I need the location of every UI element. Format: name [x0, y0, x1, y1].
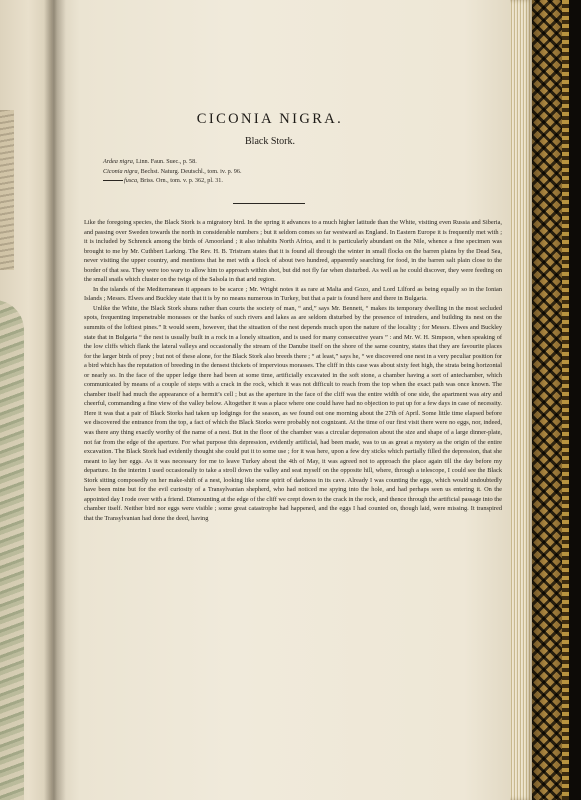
- page-gutter: [44, 0, 66, 800]
- body-paragraph: Like the foregoing species, the Black Stork is a migratory bird. In the spring it advances to a much higher latitude than the White, visiting even Russia and Siberia, and passing over Sweden towards the north in considerable numbers ; but it seldom comes so far westward as England. In Eastern Europe it is frequently met with ; it is included by Schrenck among the birds of Amoorland ; it also inhabits North Africa, and it is particularly abundant on the Nile, whence a fine specimen was brought to me by Mr. Cuthbert Larking. The Rev. H. B. Tristram states that it is found all through the winter in small flocks on the barren plains by the Dead Sea, never visiting the upper country, and mentions that he met with a flock of about two hundred, apparently searching for food, in the barren salt plain close to the border of that sea. They were too wary to allow him to approach within shot, but did not fly far when disturbed. As well as he could discover, they were feeding on the small snails which cluster on the twigs of the Salsola in that arid region.: [84, 219, 502, 284]
- synonym-reference: Briss. Orn., tom. v. p. 362, pl. 31.: [138, 177, 223, 185]
- ditto-dash: [103, 180, 123, 181]
- page-subtitle: Black Stork.: [245, 136, 295, 147]
- book-cover-edge: [562, 0, 581, 800]
- body-paragraph: In the islands of the Mediterranean it appears to be scarce ; Mr. Wright notes it as rare at Malta and Gozo, and Lord Lilford as being equally so in the Ionian Islands ; Messrs. Elwes and Buckley state that it is by no means numerous in Turkey, but that a pair is found here and there in Bulgaria.: [84, 285, 502, 303]
- section-rule: [233, 203, 305, 204]
- body-text: [84, 218, 502, 524]
- synonym-entry: [103, 176, 403, 186]
- page-title: CICONIA NIGRA.: [196, 111, 344, 127]
- synonym-reference: Linn. Faun. Suec., p. 58.: [134, 158, 197, 165]
- facing-plate-illustration: [0, 300, 24, 800]
- facing-plate-illustration: [0, 110, 14, 270]
- synonym-entry: [103, 167, 403, 177]
- synonym-entry: [103, 157, 403, 167]
- synonym-name: fusca,: [124, 177, 139, 185]
- body-paragraph: Unlike the White, the Black Stork shuns rather than courts the society of man, “ and,” says Mr. Bennett, “ makes its temporary dwelling in the most secluded spots, frequenting impenetrable morasses or the banks of such rivers and lakes as are seldom disturbed by the presence of intruders, and building its nest on the summits of the loftiest pines.” It would seem, however, that the situation of the nest depends much upon the nature of the locality ; for Messrs. Elwes and Buckley state that in Bulgaria “ the nest is usually built in a rock in a lonely situation, and is used for many consecutive years ” : and Mr. W. H. Simpson, when speaking of the low cliffs which flank the lateral valleys and occasionally the stream of the Danube itself on the shore of the same country, states that they are favourite places for the larger birds of prey ; but not of these alone, for the Black Stork also breeds there ; “ at least,” says he, “ we discovered one nest in a very peculiar position for a bird which has the reputation of breeding in the densest thickets of impervious morasses. The cliff in this case was about sixty feet high, the strata being horizontal or nearly so. In the face of the upper ledge there had been at some time, artificially excavated in the soft stone, a chamber having a sort of antechamber, which communicated by means of a couple of steps with a crack in the rock, which it was not difficult to reach from the top when the exact path was once known. The chamber itself had much the appearance of a hermit’s cell ; but as the aperture in the face of the cliff was the entire width of one side, the apartment was airy and cheerful, commanding a fine view of the valley below. Altogether it was a place where one could have had no objection to put up for a few days in case of necessity. Here it was that a pair of Black Storks had taken up lodgings for the season, as we found out one morning about the 27th of April. Some little time elapsed before we discovered the entrance from the top, a fact of which the Black Storks were probably not cognizant. At the time of our first visit there were no eggs, nor, indeed, was there any thing exactly worthy of the name of a nest. But in the floor of the chamber was a circular depression about the size and shape of a large dinner-plate, not far from the edge of the aperture. For what purpose this depression, evidently artificial, had been made, was to us as great a mystery as the origin of the entire excavation. The Black Stork had evidently thought she could put it to some use ; for it was here, upon a few dry sticks which partially filled the depression, that she meant to lay her eggs. As it was necessary for me to leave Turkey about the 4th of May, it was agreed not to approach the place again till the day before my departure. In the interim I used occasionally to take a stroll down the valley and seat myself on the opposite hill, where, through a telescope, I could see the Black Stork sitting composedly on her make-shift of a nest, looking like some spirit of darkness in its cave. Already I was counting the eggs, which would undoubtedly have been mine but for the evil curiosity of a Transylvanian shepherd, who had noticed me spying into the hole, and had perhaps seen us entering it. On the appointed day I rode over with a friend. Dismounting at the edge of the cliff we crept down to the crack in the rock, and thence through the artificial passage into the chamber itself. Neither bird nor eggs were visible ; some great catastrophe had happened, and the eggs I had counted on, though laid, were missing. It transpired that the Transylvanian had done the deed, having: [84, 304, 502, 522]
- synonym-name: Ciconia nigra,: [103, 167, 140, 175]
- synonym-reference: Bechst. Naturg. Deutschl., tom. iv. p. 96.: [139, 167, 242, 175]
- synonym-list: [103, 157, 403, 186]
- page-edges: [510, 0, 532, 800]
- synonym-name: Ardea nigra,: [103, 158, 135, 165]
